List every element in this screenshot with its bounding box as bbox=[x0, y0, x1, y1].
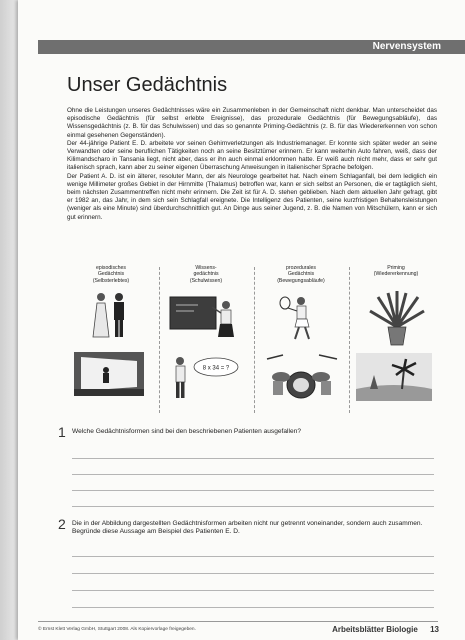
intro-paragraph: Der Patient A. D. ist ein älterer, resoluter Mann, der als Neurologe gearbeitet hat. Nach einem Schlaganfall, bei dem lediglich ein wenige Millimeter großes Gebiet in der Hirnmitte (Thalamus) betroffen war, kann er sich selbst an Personen, die er tagtäglich sieht, beim nächsten Zusammentreffen nicht mehr erinnern. Die Zeit ist für A. D. stehen geblieben. Nach dem aktuellen Jahr gefragt, gibt er 1982 an, das Jahr, in dem sich sein Schlagfall ereignete. Die Intelligenz des Patienten, seine kurzfristigen Behaltensleistungen (weniger als eine Minute) sind überdurchschnittlich gut. An Dinge aus seiner Jugend, z. B. die Namen von Mitschülern, kann er sich gut erinnern. bbox=[67, 172, 437, 221]
footer-book-title: Arbeitsblätter Biologie bbox=[332, 625, 418, 634]
page-binding-edge bbox=[0, 0, 18, 640]
figure-label: Wissens- gedächtnis (Schulwissen) bbox=[189, 265, 223, 284]
memory-forms-figure bbox=[67, 265, 439, 415]
answer-line[interactable] bbox=[72, 573, 434, 574]
drum-kit-icon bbox=[261, 351, 343, 401]
question-number: 2 bbox=[58, 516, 66, 532]
figure-divider bbox=[254, 267, 255, 413]
intro-text bbox=[67, 107, 437, 222]
math-bubble-text: 8 x 34 = ? bbox=[202, 365, 230, 372]
figure-column-knowledge bbox=[162, 265, 250, 415]
palm-island-icon bbox=[356, 353, 432, 401]
intro-paragraph: Der 44-jährige Patient E. D. arbeitete vor seinen Gehirnverletzungen als Industriemanager. Er konnte sich später weder an seine Verwandten oder seine beruflichen Tätigkeiten noch an seine Besitztümer erinnern. Er kann weiterhin Auto fahren, weiß, dass der Kilimandscharo in Tansania liegt, nicht aber, dass er ihn auch einmal erklommen hatte. Er weiß auch nicht mehr, dass er sehr gut italienisch sprach, kann aber zu seiner eigenen Überraschung Anweisungen in italienischer Sprache befolgen. bbox=[67, 139, 437, 172]
footer-book-page bbox=[332, 625, 439, 634]
question-text: Die in der Abbildung dargestellten Gedächtnisformen arbeiten nicht nur getrennt voneinander, sondern auch zusammen. Begründe diese Aussage am Beispiel des Patienten E. D. bbox=[72, 520, 423, 536]
footer-divider bbox=[38, 621, 438, 622]
question-number: 1 bbox=[58, 424, 66, 440]
cinema-screen-icon bbox=[73, 351, 145, 397]
figure-label: Priming (Wiedererkennung) bbox=[373, 265, 419, 278]
answer-line[interactable] bbox=[72, 556, 434, 557]
section-header-title: Nervensystem bbox=[372, 41, 441, 52]
page-number: 13 bbox=[430, 625, 439, 634]
figure-label: prozedurales Gedächtnis (Bewegungsabläufe) bbox=[277, 265, 325, 284]
teacher-blackboard-icon bbox=[168, 293, 244, 343]
answer-line[interactable] bbox=[72, 490, 434, 491]
figure-label: episodisches Gedächtnis (Selbsterlebtes) bbox=[92, 265, 130, 284]
question-text: Welche Gedächtnisformen sind bei den beschriebenen Patienten ausgefallen? bbox=[72, 428, 301, 435]
figure-divider bbox=[159, 267, 160, 413]
page-title: Unser Gedächtnis bbox=[67, 74, 228, 96]
wedding-couple-icon bbox=[81, 291, 141, 339]
potted-plant-icon bbox=[366, 291, 428, 347]
figure-column-procedural bbox=[257, 265, 345, 415]
intro-paragraph: Ohne die Leistungen unseres Gedächtnisses wäre ein Zusammenleben in der Gemeinschaft nicht denkbar. Man unterscheidet das episodische Gedächtnis (für selbst erlebte Ereignisse), das prozedurale Gedächtnis (für Bewegungsabläufe), das Wissensgedächtnis (z. B. für das Schulwissen) und das so genannte Priming-Gedächtnis (z. B. für das Wiedererkennen von schon einmal gesehenen Gegenständen). bbox=[67, 107, 437, 139]
figure-divider bbox=[349, 267, 350, 413]
student-thinking-icon bbox=[170, 353, 246, 403]
footer-copyright: © Ernst Klett Verlag GmbH, Stuttgart 2008. Als Kopiervorlage freigegeben. bbox=[38, 627, 196, 632]
answer-line[interactable] bbox=[72, 607, 434, 608]
answer-line[interactable] bbox=[72, 590, 434, 591]
answer-line[interactable] bbox=[72, 474, 434, 475]
answer-line[interactable] bbox=[72, 458, 434, 459]
figure-column-episodic bbox=[67, 265, 155, 415]
figure-column-priming bbox=[352, 265, 440, 415]
tennis-player-icon bbox=[277, 293, 327, 343]
answer-line[interactable] bbox=[72, 506, 434, 507]
